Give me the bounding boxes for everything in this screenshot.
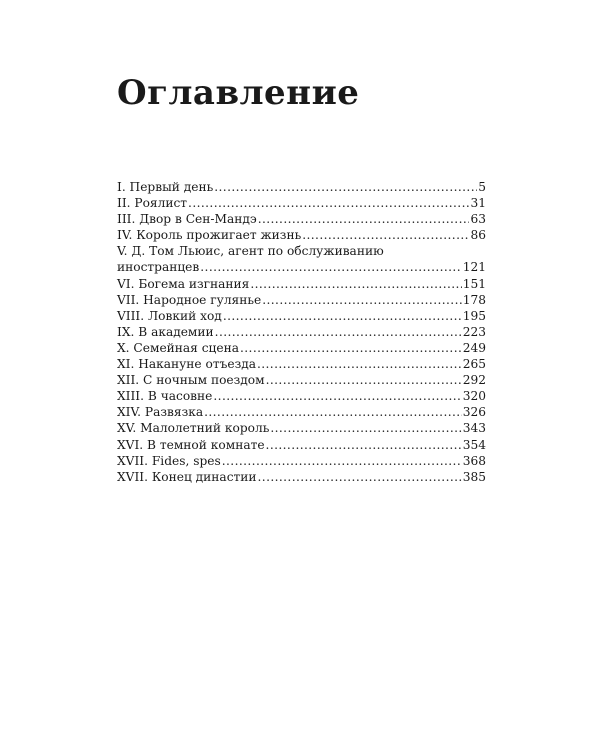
toc-entry-page: 5: [478, 180, 486, 194]
toc-entry-title: IV. Король прожигает жизнь: [117, 228, 302, 243]
toc-entry-page: 265: [462, 357, 486, 372]
toc-entry: [117, 324, 486, 340]
toc-leader-dots: [250, 276, 461, 292]
toc-entry-title: XII. С ночным поездом: [117, 373, 265, 388]
toc-entry-title: IX. В академии: [117, 324, 214, 339]
toc-entry-title: II. Роялист: [117, 196, 188, 211]
toc-entry: [117, 308, 486, 324]
toc-leader-dots: [266, 372, 462, 388]
toc-entry-title: III. Двор в Сен-Мандэ: [117, 212, 257, 227]
toc-entry: [117, 211, 486, 227]
toc-entry-page: 86: [470, 228, 486, 243]
toc-leader-dots: [215, 324, 462, 340]
toc-entry-page: 151: [462, 276, 486, 291]
toc-entry-page: 178: [462, 292, 486, 307]
toc-leader-dots: [213, 388, 461, 404]
toc-leader-dots: [270, 420, 461, 436]
toc-entry-page: 63: [470, 212, 486, 227]
toc-leader-dots: [262, 292, 462, 308]
toc-entry: [117, 388, 486, 404]
toc-entry-title: XIV. Развязка: [117, 405, 204, 420]
toc-entry-title: XV. Малолетний король: [117, 421, 270, 436]
toc-entry-page: 326: [462, 405, 486, 420]
toc-leader-dots: [240, 340, 462, 356]
toc-entry-title: VIII. Ловкий ход: [117, 308, 222, 323]
toc-entry-page: 385: [462, 469, 486, 484]
toc-entry: [117, 179, 486, 195]
toc-entry-title: иностранцев: [117, 260, 200, 275]
toc-entry-page: 320: [462, 389, 486, 404]
toc-entry-page: 368: [462, 453, 486, 468]
toc-entry: [117, 437, 486, 453]
toc-entry-page: 343: [462, 421, 486, 436]
toc-entry-page: 249: [462, 340, 486, 355]
toc-entry-title: XI. Накануне отъезда: [117, 357, 256, 372]
toc-entry: [117, 340, 486, 356]
toc-entry: [117, 259, 486, 275]
toc-leader-dots: [188, 195, 469, 211]
toc-entry-title-line1: V. Д. Том Льюис, агент по обслуживанию: [117, 244, 384, 259]
toc-entry-page: 31: [470, 196, 486, 211]
toc-leader-dots: [258, 211, 470, 227]
toc-entry-title: XVII. Конец династии: [117, 469, 257, 484]
toc-entry-page: 354: [462, 437, 486, 452]
toc-leader-dots: [222, 453, 462, 469]
toc-leader-dots: [266, 437, 462, 453]
toc-entry: [117, 292, 486, 308]
toc-entry-page: 195: [462, 308, 486, 323]
toc-entry: [117, 356, 486, 372]
toc-leader-dots: [302, 227, 469, 243]
toc-leader-dots: [257, 356, 462, 372]
toc-entry-title: XVII. Fides, spes: [117, 453, 221, 468]
toc-entry-title: I. Первый день: [117, 180, 214, 194]
toc-leader-dots: [258, 469, 462, 485]
toc-entry: [117, 453, 486, 469]
toc-leader-dots: [214, 179, 477, 195]
toc-entry-title: VI. Богема изгнания: [117, 276, 250, 291]
toc-leader-dots: [204, 404, 462, 420]
toc-entry: [117, 227, 486, 243]
toc-entry-page: 121: [462, 260, 486, 275]
toc-entry: [117, 404, 486, 420]
toc-entry-page: 223: [462, 324, 486, 339]
toc-entry: [117, 372, 486, 388]
toc-entry: [117, 469, 486, 485]
toc-leader-dots: [223, 308, 462, 324]
toc-entry-page: 292: [462, 373, 486, 388]
toc-entry-title: VII. Народное гулянье: [117, 292, 262, 307]
toc-entry-title: X. Семейная сцена: [117, 340, 239, 355]
toc-entry: [117, 420, 486, 436]
toc-entry-title: XVI. В темной комнате: [117, 437, 265, 452]
table-of-contents: [117, 179, 486, 485]
toc-leader-dots: [200, 259, 461, 275]
toc-entry: [117, 276, 486, 292]
page-title: Оглавление: [117, 73, 360, 113]
toc-entry: [117, 195, 486, 211]
toc-entry-title: XIII. В часовне: [117, 389, 213, 404]
